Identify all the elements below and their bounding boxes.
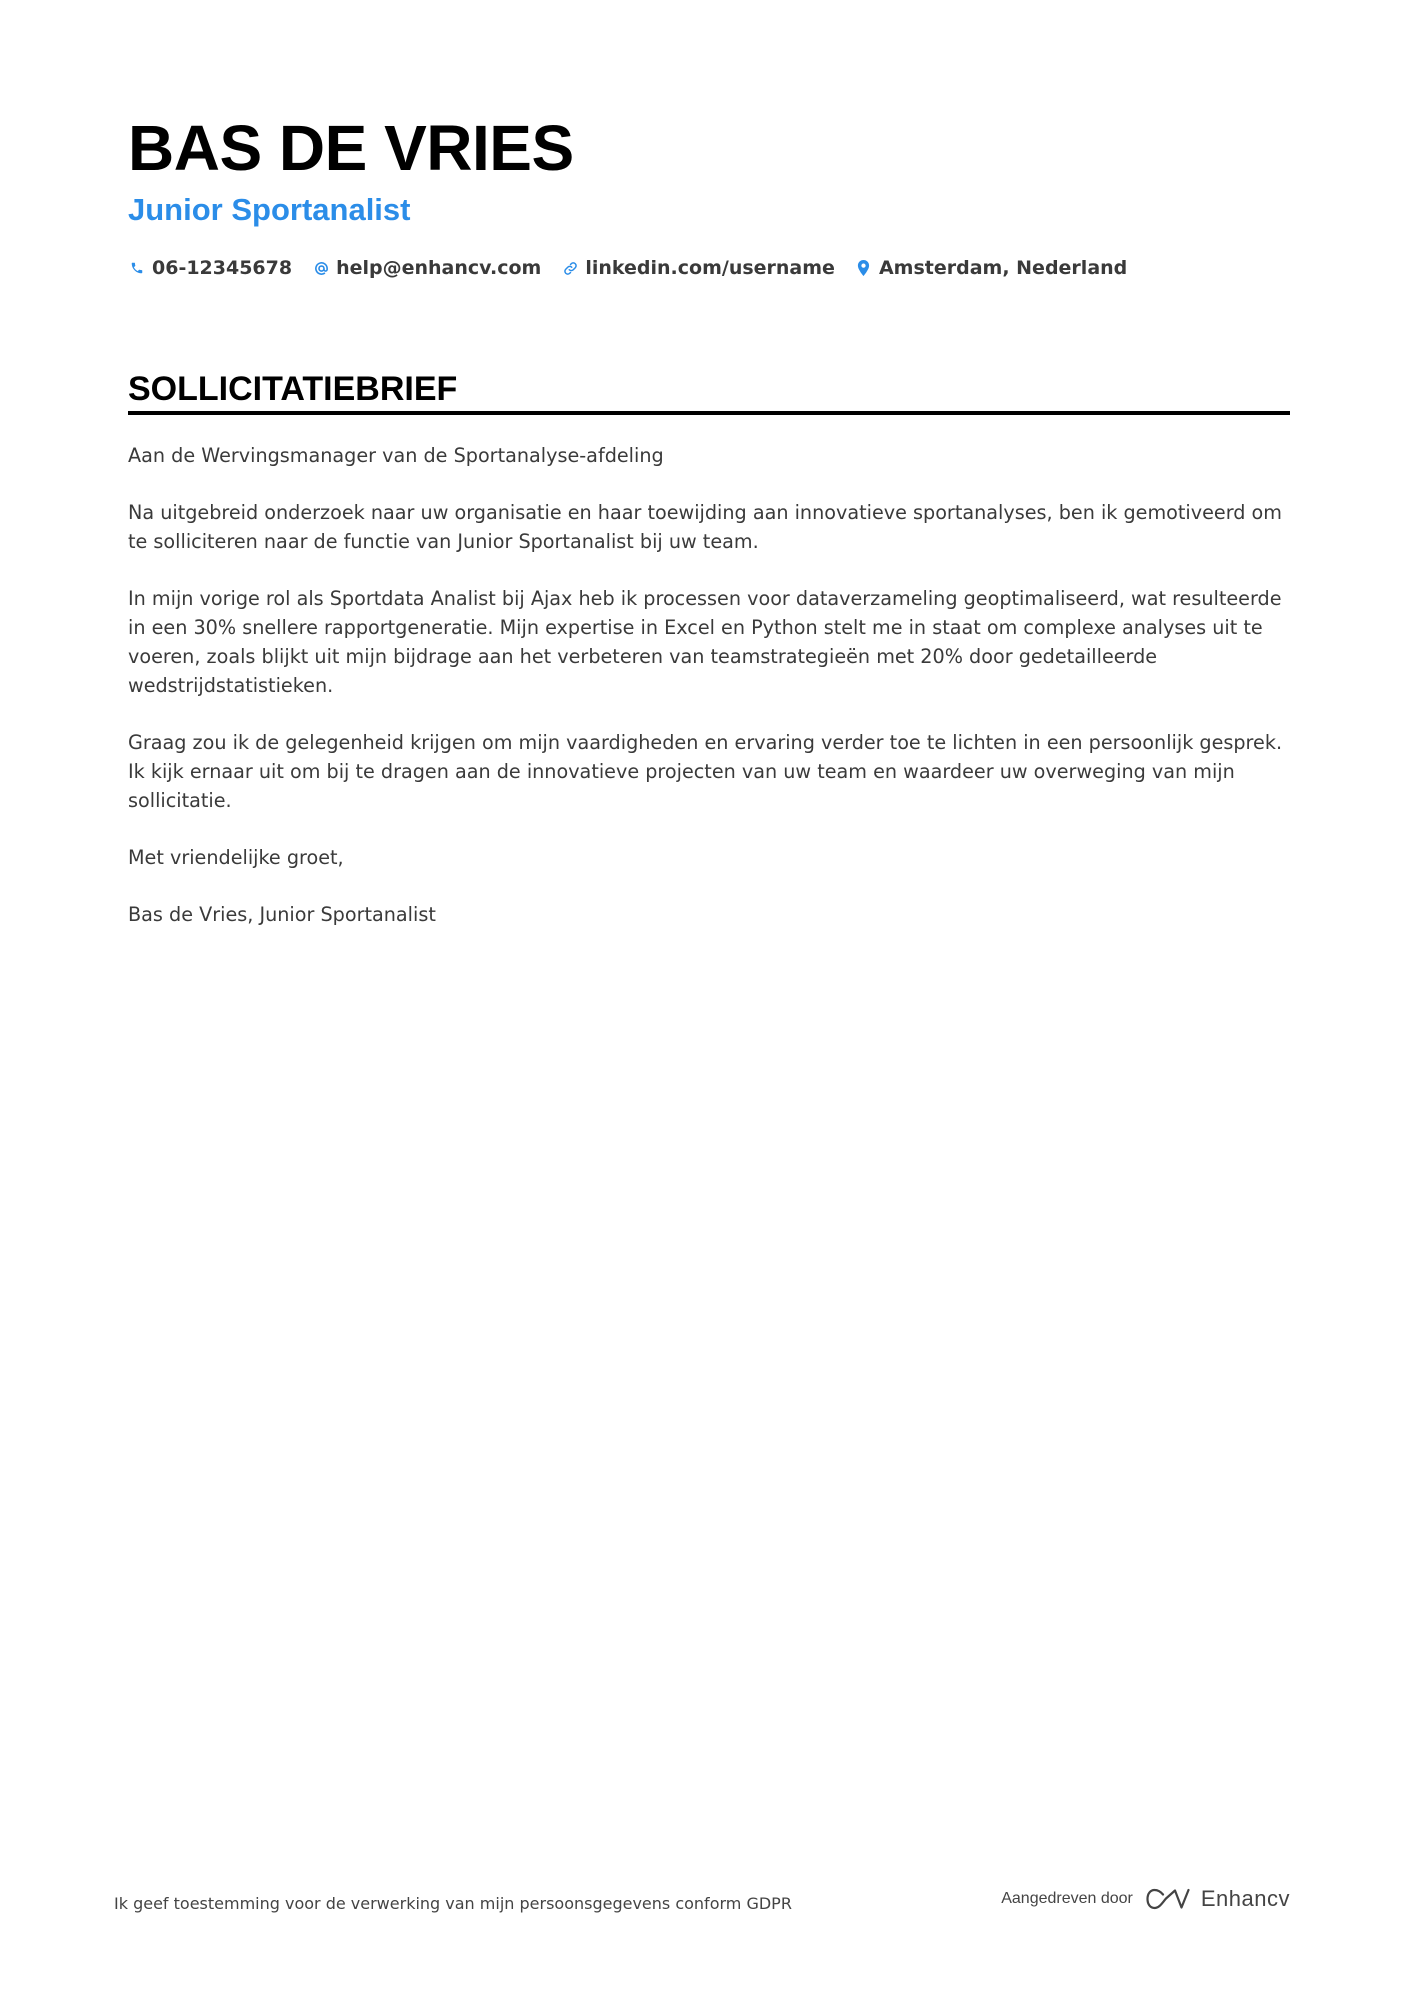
contact-linkedin-text[interactable]: linkedin.com/username [585,257,835,279]
contact-bar [128,254,1147,282]
powered-by[interactable] [1001,1886,1290,1912]
contact-phone-text: 06-12345678 [152,257,293,279]
paragraph-1: Na uitgebreid onderzoek naar uw organisatie en haar toewijding aan innovatieve sportanalyses, ben ik gemotiveerd om te solliciteren naar de functie van Junior Sportanalist bij uw team. [128,501,1282,553]
brand-name: Enhancv [1200,1886,1290,1911]
candidate-name: BAS DE VRIES [128,112,574,184]
contact-email[interactable] [312,254,541,282]
contact-phone [128,254,292,282]
phone-icon [128,258,146,278]
section-title: SOLLICITATIEBRIEF [128,370,458,408]
salutation: Aan de Wervingsmanager van de Sportanalyse-afdeling [128,444,664,467]
location-pin-icon [855,258,873,278]
at-icon [312,258,330,278]
paragraph-3: Graag zou ik de gelegenheid krijgen om mijn vaardigheden en ervaring verder toe te lichten in een persoonlijk gesprek. Ik kijk ernaar uit om bij te dragen aan de innovatieve projecten van uw team en waardeer uw overweging van mijn sollicitatie. [128,731,1283,812]
section-divider [128,411,1290,415]
enhancv-logo-icon [1145,1887,1191,1911]
contact-linkedin[interactable] [561,254,835,282]
gdpr-consent: Ik geef toestemming voor de verwerking van mijn persoonsgegevens conform GDPR [114,1894,792,1913]
paragraph-2: In mijn vorige rol als Sportdata Analist bij Ajax heb ik processen voor dataverzameling geoptimaliseerd, wat resulteerde in een 30% snellere rapportgeneratie. Mijn expertise in Excel en Python stelt me in staat om complexe analyses uit te voeren, zoals blijkt uit mijn bijdrage aan het verbeteren van teamstrategieën met 20% door gedetailleerde wedstrijdstatistieken. [128,587,1282,697]
contact-location [855,254,1127,282]
contact-email-text[interactable]: help@enhancv.com [336,257,542,279]
job-title: Junior Sportanalist [128,192,411,227]
link-icon [561,258,579,278]
letter-body [128,441,1290,957]
powered-by-label: Aangedreven door [1001,1890,1133,1907]
contact-location-text: Amsterdam, Nederland [878,257,1128,279]
closing: Met vriendelijke groet, [128,846,344,869]
signature: Bas de Vries, Junior Sportanalist [128,903,436,926]
